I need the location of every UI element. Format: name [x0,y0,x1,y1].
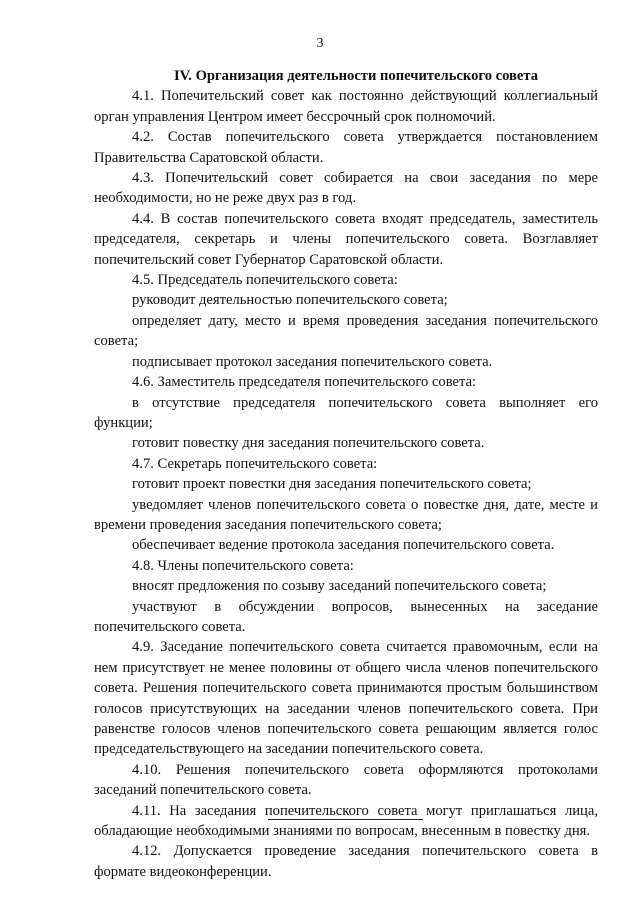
paragraph: 4.2. Состав попечительского совета утверждается постановлением Правительства Саратовской области. [94,129,598,166]
paragraph: 4.9. Заседание попечительского совета считается правомочным, если на нем присутствует не менее половины от общего числа членов попечительского совета. Решения попечительского совета принимаются простым большинством голосов присутствующих на заседании членов попечительского совета. При равенстве голосов членов попечительского совета решающим является голос председательствующего на заседании попечительского совета. [94,639,598,758]
paragraph: 4.1. Попечительский совет как постоянно действующий коллегиальный орган управления Центром имеет бессрочный срок полномочий. [94,88,598,125]
page-number: 3 [316,36,324,51]
paragraph: 4.6. Заместитель председателя попечительского совета: [132,374,477,391]
bottom-separator-line [268,819,423,820]
paragraph: 4.8. Члены попечительского совета: [132,557,354,574]
paragraph: готовит повестку дня заседания попечительского совета. [132,435,485,452]
paragraph: определяет дату, место и время проведения заседания попечительского совета; [94,312,598,350]
paragraph: 4.12. Допускается проведение заседания попечительского совета в формате видеоконференции. [94,843,598,880]
paragraph: вносят предложения по созыву заседаний попечительского совета; [132,578,547,595]
paragraph: готовит проект повестки дня заседания попечительского совета; [132,476,532,493]
paragraph: 4.7. Секретарь попечительского совета: [132,455,378,472]
paragraph: 4.4. В состав попечительского совета входят председатель, заместитель председателя, секретарь и члены попечительского совета. Возглавляет попечительский совет Губернатор Саратовской области. [94,210,598,268]
document-body [94,66,598,882]
paragraph: в отсутствие председателя попечительского совета выполняет его функции; [94,394,598,431]
paragraph: 4.10. Решения попечительского совета оформляются протоколами заседаний попечительского совета. [94,761,598,799]
paragraph: участвуют в обсуждении вопросов, вынесенных на заседание попечительского совета. [94,598,598,635]
paragraph: 4.11. На заседания попечительского совета могут приглашаться лица, обладающие необходимыми знаниями по вопросам, внесенным в повестку дня. [94,802,598,840]
paragraph: руководит деятельностью попечительского совета; [132,292,448,309]
paragraph: 4.5. Председатель попечительского совета: [132,272,398,289]
paragraph: подписывает протокол заседания попечительского совета. [132,353,493,370]
paragraph: уведомляет членов попечительского совета о повестке дня, дате, месте и времени проведения заседания попечительского совета; [94,496,598,533]
section-heading: IV. Организация деятельности попечительского совета [173,68,539,84]
paragraph: 4.3. Попечительский совет собирается на свои заседания по мере необходимости, но не реже двух раз в год. [94,170,598,207]
paragraph-list [94,86,598,882]
paragraph: обеспечивает ведение протокола заседания попечительского совета. [132,537,555,554]
